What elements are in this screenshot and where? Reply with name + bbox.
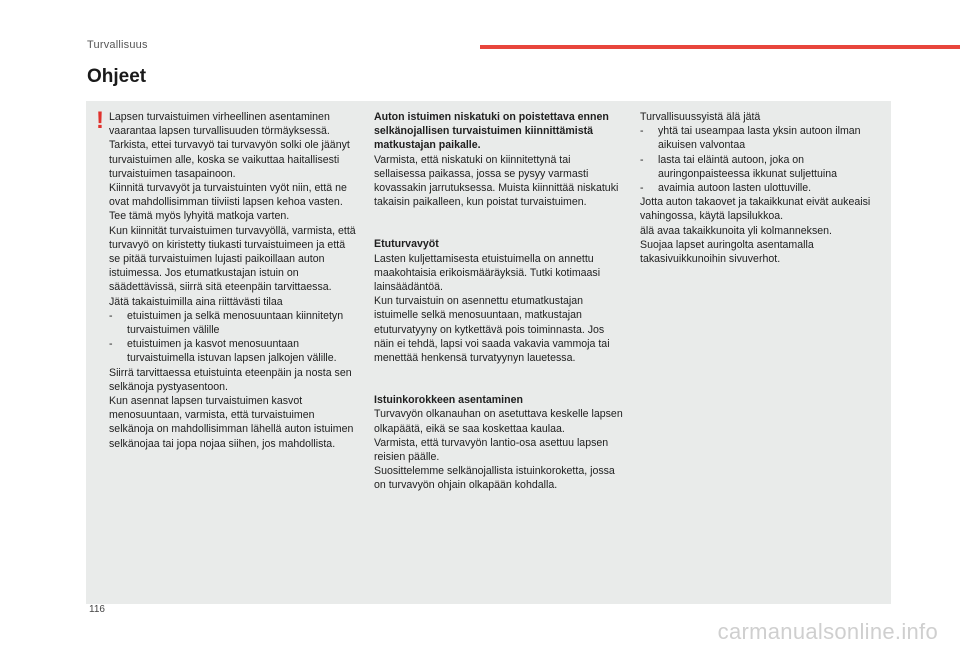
bullet-dash: - [109, 338, 113, 351]
paragraph: Kun turvaistuin on asennettu etumatkustajan istuimelle selkä menosuuntaan, matkustajan etuturvatyyny on kytkettävä pois toiminnasta. Jos näin ei tehdä, lapsi voi saada vakavia vammoja tai menettää henkensä turvatyynyn lauetessa. [374, 295, 610, 365]
column-headrest-and-airbag [374, 110, 624, 493]
header-accent-rule [480, 45, 960, 49]
page-title: Ohjeet [87, 66, 147, 87]
paragraph: älä avaa takaikkunoita yli kolmanneksen. [640, 224, 832, 237]
paragraph: Turvavyön olkanauhan on asetuttava keskelle lapsen olkapäätä, eikä se saa koskettaa kaulaa. [374, 408, 623, 435]
bullet-dash: - [640, 153, 644, 166]
list-item [640, 153, 875, 181]
list-item-text: etuistuimen ja selkä menosuuntaan kiinnitetyn turvaistuimen välille [127, 309, 344, 337]
page-number: 116 [89, 604, 105, 615]
paragraph: Kiinnitä turvavyöt ja turvaistuinten vyöt niin, että ne ovat mahdollisimman tiiviisti lapsen kehoa vasten. Tee tämä myös lyhyitä matkoja varten. [109, 182, 347, 223]
block-heading: Auton istuimen niskatuki on poistettava ennen selkänojallisen turvaistuimen kiinnittämistä matkustajan paikalle. [374, 111, 609, 152]
list-item-text: yhtä tai useampaa lasta yksin autoon ilman aikuisen valvontaa [658, 125, 861, 152]
spacer [374, 365, 624, 393]
paragraph: Jotta auton takaovet ja takaikkunat eivät aukeaisi vahingossa, käytä lapsilukkoa. [640, 196, 871, 223]
paragraph: Turvallisuussyistä älä jätä [640, 111, 761, 123]
bullet-dash: - [109, 309, 113, 322]
paragraph: Varmista, että turvavyön lantio-osa asettuu lapsen reisien päälle. [374, 436, 609, 464]
paragraph: Lapsen turvaistuimen virheellinen asentaminen vaarantaa lapsen turvallisuuden törmäyksessä. [109, 111, 330, 138]
list-item [640, 181, 875, 195]
section-label: Turvallisuus [87, 39, 148, 51]
list-item [109, 309, 357, 337]
paragraph: Kun asennat lapsen turvaistuimen kasvot menosuuntaan, varmista, että turvaistuimen selkänoja on mahdollisimman lähellä auton istuimen selkänojaa tai jopa nojaa siihen, jos mahdollista. [109, 395, 354, 450]
paragraph: Lasten kuljettamisesta etuistuimella on annettu maakohtaisia erikoismääräyksiä. Tutki kotimaasi lainsäädäntöä. [374, 252, 601, 294]
paragraph: Kun kiinnität turvaistuimen turvavyöllä, varmista, että turvavyö on kiristetty tiukasti turvaistuimeen ja että se pitää turvaistuimen lujasti paikoillaan auton istuimessa. Jos etumatkustajan istuin on säädettävissä, siirrä sitä eteenpäin tarvittaessa. [109, 224, 356, 294]
column-safety-reminders [640, 110, 875, 266]
list-item-text: etuistuimen ja kasvot menosuuntaan turvaistuimella istuvan lapsen jalkojen välille. [127, 338, 337, 365]
paragraph: Jätä takaistuimilla aina riittävästi tilaa [109, 295, 283, 308]
list-item-text: lasta tai eläintä autoon, joka on auringonpaisteessa ikkunat suljettuina [658, 153, 838, 180]
paragraph: Varmista, että niskatuki on kiinnitettynä tai sellaisessa paikassa, jossa se pysyy varmasti kovassakin jarrutuksessa. Muista kiinnittää niskatuki takaisin paikalleen, kun poistat turvaistuimen. [374, 153, 619, 209]
column-child-seat-installation [109, 110, 357, 451]
bullet-dash: - [640, 125, 644, 138]
spacer [374, 209, 624, 237]
paragraph: Tarkista, ettei turvavyö tai turvavyön solki ole jäänyt turvaistuimen alle, koska se vaikuttaa haitallisesti turvaistuimen tasapainoon. [109, 139, 350, 180]
block-heading: Etuturvavyöt [374, 238, 439, 251]
paragraph: Suosittelemme selkänojallista istuinkoroketta, jossa on turvavyön ohjain olkapään kohdalla. [374, 465, 615, 492]
list-item-text: avaimia autoon lasten ulottuville. [658, 182, 812, 195]
block-heading: Istuinkorokkeen asentaminen [374, 394, 523, 407]
warning-exclamation-icon: ! [96, 107, 104, 134]
list-item [640, 124, 875, 152]
watermark: carmanualsonline.info [717, 619, 938, 644]
paragraph: Suojaa lapset auringolta asentamalla takasivuikkunoihin sivuverhot. [640, 238, 814, 266]
bullet-dash: - [640, 182, 644, 195]
paragraph: Siirrä tarvittaessa etuistuinta eteenpäin ja nosta sen selkänoja pystyasentoon. [109, 366, 352, 393]
list-item [109, 337, 357, 365]
